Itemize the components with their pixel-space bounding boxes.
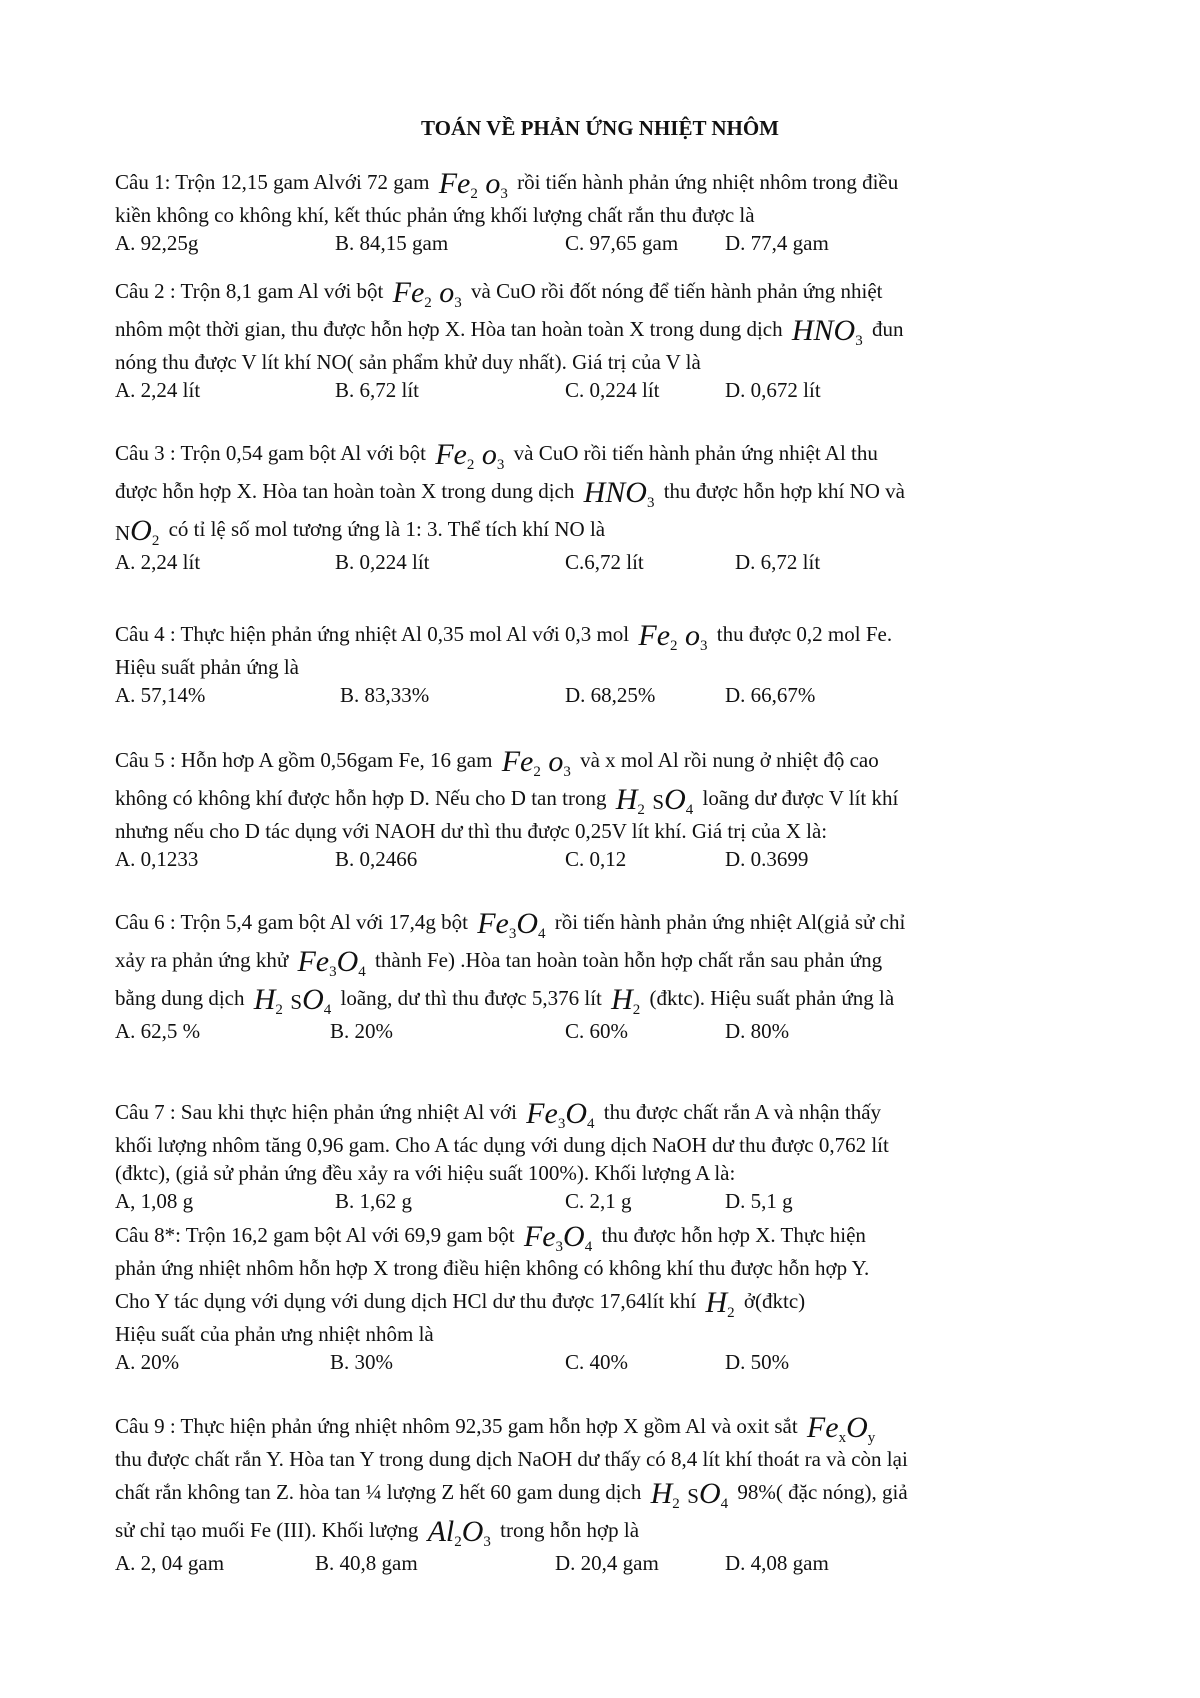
question-text: kiền không co không khí, kết thúc phản ứng khối lượng chất rắn thu được là: [115, 203, 755, 227]
formula-fe2o3: $Fe_2$ $o_3$: [501, 745, 571, 780]
question-line: [115, 434, 1045, 472]
question-text: Câu 6 : Trộn 5,4 gam bột Al với 17,4g bột: [115, 910, 468, 934]
question-text: không có không khí được hỗn hợp D. Nếu cho D tan trong: [115, 786, 607, 810]
question-text: nóng thu được V lít khí NO( sản phẩm khử duy nhất). Giá trị của V là: [115, 350, 701, 374]
question-text: thu được chất rắn A và nhận thấy: [603, 1100, 882, 1124]
question-text: và x mol Al rồi nung ở nhiệt độ cao: [580, 748, 879, 772]
question-text: (đktc). Hiệu suất phản ứng là: [649, 986, 895, 1010]
question-line: [115, 201, 1045, 229]
question-4: [115, 615, 1045, 709]
question-line: [115, 1445, 1045, 1473]
option-b: B. 6,72 lít: [335, 378, 420, 402]
question-line: [115, 979, 1045, 1017]
question-text: loãng, dư thì thu được 5,376 lít: [340, 986, 602, 1010]
formula-hno3: $HNO_3$: [791, 314, 863, 349]
question-text: đun: [871, 317, 904, 341]
question-line: [115, 1216, 1045, 1254]
answer-options: [115, 548, 1045, 576]
option-c: C. 0,12: [565, 847, 627, 871]
question-line: [115, 272, 1045, 310]
question-text: trong hỗn hợp là: [500, 1518, 640, 1542]
formula-h2so4: $H_2$ $SO_4$: [253, 983, 332, 1018]
option-b: B. 83,33%: [340, 683, 430, 707]
question-2: [115, 272, 1045, 404]
question-text: (đktc), (giả sử phản ứng đều xảy ra với hiệu suất 100%). Khối lượng A là:: [115, 1161, 736, 1185]
option-c: D. 20,4 gam: [555, 1551, 659, 1575]
question-text: thu được hỗn hợp khí NO và: [663, 479, 905, 503]
option-b: B. 20%: [330, 1019, 393, 1043]
question-text: và CuO rồi đốt nóng để tiến hành phản ứng nhiệt: [471, 279, 883, 303]
question-line: [115, 779, 1045, 817]
question-3: [115, 434, 1045, 576]
formula-fexoy: $Fe_xO_y$: [806, 1411, 876, 1446]
question-text: nhôm một thời gian, thu được hỗn hợp X. Hòa tan hoàn toàn X trong dung dịch: [115, 317, 783, 341]
question-text: Câu 8*: Trộn 16,2 gam bột Al với 69,9 gam bột: [115, 1223, 515, 1247]
question-text: Câu 2 : Trộn 8,1 gam Al với bột: [115, 279, 384, 303]
question-text: rồi tiến hành phản ứng nhiệt Al(giả sử chỉ: [554, 910, 906, 934]
question-line: [115, 1320, 1045, 1348]
question-text: khối lượng nhôm tăng 0,96 gam. Cho A tác dụng với dung dịch NaOH dư thu được 0,762 lít: [115, 1133, 889, 1157]
question-line: [115, 510, 1045, 548]
formula-h2: $H_2$: [611, 983, 641, 1018]
option-a: A. 92,25g: [115, 231, 199, 255]
answer-options: [115, 1348, 1045, 1376]
option-b: B. 0,2466: [335, 847, 418, 871]
question-text: Câu 5 : Hỗn hơp A gồm 0,56gam Fe, 16 gam: [115, 748, 493, 772]
question-text: Câu 1: Trộn 12,15 gam Alvới 72 gam: [115, 170, 430, 194]
question-line: [115, 1093, 1045, 1131]
question-line: [115, 163, 1045, 201]
question-text: Câu 4 : Thực hiện phản ứng nhiệt Al 0,35 mol Al với 0,3 mol: [115, 622, 630, 646]
formula-hno3: $HNO_3$: [583, 476, 655, 511]
question-text: có tỉ lệ số mol tương ứng là 1: 3. Thể tích khí NO là: [168, 517, 606, 541]
question-text: sử chỉ tạo muối Fe (III). Khối lượng: [115, 1518, 419, 1542]
question-text: thu được chất rắn Y. Hòa tan Y trong dung dịch NaOH dư thấy có 8,4 lít khí thoát ra và còn lại: [115, 1447, 908, 1471]
option-d: D. 0.3699: [725, 847, 809, 871]
question-line: [115, 741, 1045, 779]
formula-h2so4: $H_2$ $SO_4$: [615, 783, 694, 818]
question-line: [115, 1254, 1045, 1282]
question-line: [115, 615, 1045, 653]
option-c: C. 0,224 lít: [565, 378, 660, 402]
option-b: B. 30%: [330, 1350, 393, 1374]
option-c: C.6,72 lít: [565, 550, 644, 574]
question-1: [115, 163, 1045, 257]
formula-fe2o3: $Fe_2$ $o_3$: [438, 167, 508, 202]
formula-fe2o3: $Fe_2$ $o_3$: [435, 438, 505, 473]
option-d: D. 6,72 lít: [735, 550, 821, 574]
question-line: [115, 1159, 1045, 1187]
formula-no2: $NO_2$: [115, 514, 160, 549]
option-b: B. 0,224 lít: [335, 550, 430, 574]
formula-h2: $H_2$: [705, 1286, 735, 1321]
answer-options: [115, 376, 1045, 404]
option-b: B. 1,62 g: [335, 1189, 413, 1213]
answer-options: [115, 1187, 1045, 1215]
question-text: phản ứng nhiệt nhôm hỗn hợp X trong điều hiện không có không khí thu được hỗn hợp Y.: [115, 1256, 870, 1280]
question-text: thành Fe) .Hòa tan hoàn toàn hỗn hợp chất rắn sau phản ứng: [375, 948, 883, 972]
question-text: được hỗn hợp X. Hòa tan hoàn toàn X trong dung dịch: [115, 479, 575, 503]
question-line: [115, 1511, 1045, 1549]
question-7: [115, 1093, 1045, 1215]
question-text: Câu 9 : Thực hiện phản ứng nhiệt nhôm 92,35 gam hỗn hợp X gồm Al và oxit sắt: [115, 1414, 798, 1438]
option-a: A. 2,24 lít: [115, 550, 201, 574]
option-c: C. 40%: [565, 1350, 628, 1374]
question-line: [115, 348, 1045, 376]
question-text: bằng dung dịch: [115, 986, 245, 1010]
question-text: và CuO rồi tiến hành phản ứng nhiệt Al thu: [513, 441, 878, 465]
option-d: D. 0,672 lít: [725, 378, 821, 402]
option-b: B. 40,8 gam: [315, 1551, 418, 1575]
formula-h2so4: $H_2$ $SO_4$: [650, 1477, 729, 1512]
formula-fe3o4: $Fe_3O_4$: [523, 1220, 593, 1255]
option-a: A. 2,24 lít: [115, 378, 201, 402]
question-6: [115, 903, 1045, 1045]
question-line: [115, 310, 1045, 348]
question-line: [115, 817, 1045, 845]
question-8: [115, 1216, 1045, 1376]
question-line: [115, 1473, 1045, 1511]
formula-fe2o3: $Fe_2$ $o_3$: [392, 276, 462, 311]
question-line: [115, 1131, 1045, 1159]
option-c: C. 97,65 gam: [565, 231, 679, 255]
option-a: A. 20%: [115, 1350, 180, 1374]
option-d: D. 66,67%: [725, 683, 816, 707]
question-text: Câu 3 : Trộn 0,54 gam bột Al với bột: [115, 441, 426, 465]
option-a: A, 1,08 g: [115, 1189, 194, 1213]
option-a: A. 62,5 %: [115, 1019, 201, 1043]
option-b: B. 84,15 gam: [335, 231, 449, 255]
question-text: 98%( đặc nóng), giả: [737, 1480, 908, 1504]
question-text: loãng dư được V lít khí: [702, 786, 899, 810]
question-text: Hiệu suất của phản ưng nhiệt nhôm là: [115, 1322, 434, 1346]
question-text: rồi tiến hành phản ứng nhiệt nhôm trong điều: [517, 170, 899, 194]
answer-options: [115, 1017, 1045, 1045]
question-line: [115, 903, 1045, 941]
question-line: [115, 941, 1045, 979]
question-line: [115, 1407, 1045, 1445]
question-5: [115, 741, 1045, 873]
question-line: [115, 1282, 1045, 1320]
option-a: A. 2, 04 gam: [115, 1551, 225, 1575]
formula-fe3o4: $Fe_3O_4$: [477, 907, 546, 942]
question-line: [115, 472, 1045, 510]
formula-fe2o3: $Fe_2$ $o_3$: [638, 619, 708, 654]
option-a: A. 0,1233: [115, 847, 199, 871]
question-text: ở(đktc): [743, 1289, 806, 1313]
question-text: Cho Y tác dụng với dụng với dung dịch HCl dư thu được 17,64lít khí: [115, 1289, 697, 1313]
question-line: [115, 653, 1045, 681]
formula-fe3o4: $Fe_3O_4$: [297, 945, 366, 980]
answer-options: [115, 681, 1045, 709]
answer-options: [115, 1549, 1045, 1577]
option-d: D. 5,1 g: [725, 1189, 793, 1213]
formula-al2o3: $Al_2O_3$: [427, 1515, 491, 1550]
question-text: Câu 7 : Sau khi thực hiện phản ứng nhiệt Al với: [115, 1100, 517, 1124]
question-text: chất rắn không tan Z. hòa tan ¼ lượng Z hết 60 gam dung dịch: [115, 1480, 642, 1504]
page-title: TOÁN VỀ PHẢN ỨNG NHIỆT NHÔM: [420, 116, 779, 140]
answer-options: [115, 845, 1045, 873]
option-c: C. 2,1 g: [565, 1189, 632, 1213]
option-d: D. 4,08 gam: [725, 1551, 829, 1575]
question-9: [115, 1407, 1045, 1577]
answer-options: [115, 229, 1045, 257]
option-d: D. 77,4 gam: [725, 231, 829, 255]
option-c: D. 68,25%: [565, 683, 656, 707]
option-a: A. 57,14%: [115, 683, 206, 707]
question-text: nhưng nếu cho D tác dụng với NAOH dư thì thu được 0,25V lít khí. Giá trị của X là:: [115, 819, 828, 843]
question-text: xảy ra phản ứng khử: [115, 948, 289, 972]
option-c: C. 60%: [565, 1019, 628, 1043]
formula-fe3o4: $Fe_3O_4$: [526, 1097, 595, 1132]
question-text: Hiệu suất phản ứng là: [115, 655, 300, 679]
question-text: thu được 0,2 mol Fe.: [716, 622, 893, 646]
option-d: D. 80%: [725, 1019, 790, 1043]
question-text: thu được hỗn hợp X. Thực hiện: [601, 1223, 866, 1247]
option-d: D. 50%: [725, 1350, 790, 1374]
